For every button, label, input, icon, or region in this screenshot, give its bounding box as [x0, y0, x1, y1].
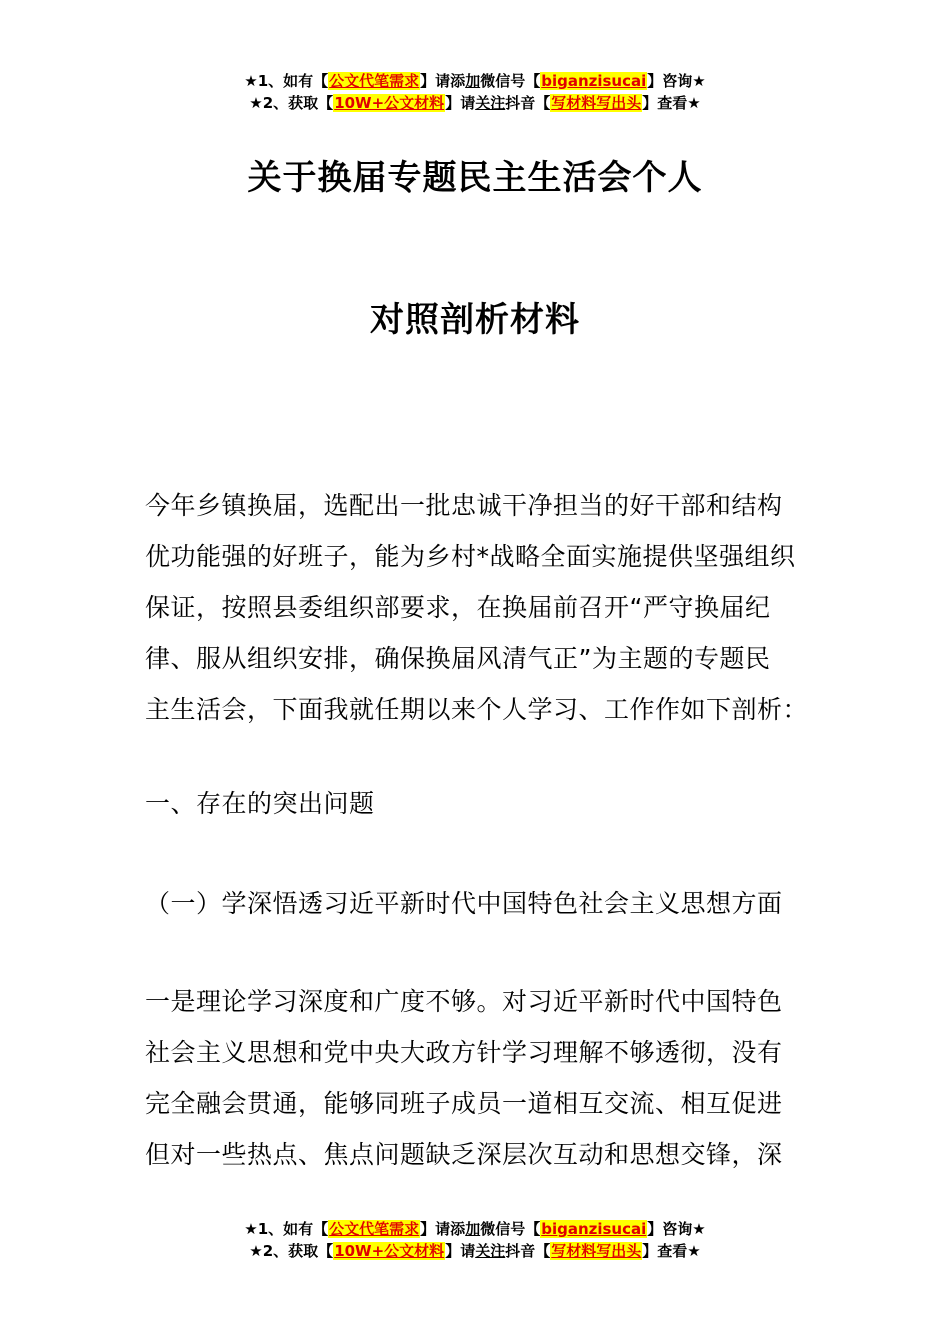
- highlight-douyin: 写材料写出头: [551, 1242, 642, 1260]
- paragraph-line: 保证，按照县委组织部要求，在换届前召开“严守换届纪: [145, 593, 771, 622]
- header-banner: [0, 70, 950, 114]
- banner-text: 】请添: [420, 1220, 466, 1238]
- banner-text-underlined: 关注: [475, 1242, 506, 1260]
- intro-paragraph: [145, 480, 815, 735]
- banner-text: 微信号【: [480, 72, 541, 90]
- highlight-service: 公文代笔需求: [329, 1220, 420, 1238]
- banner-text-underlined: 关注: [475, 94, 506, 112]
- banner-text: ★1、如有【: [244, 72, 329, 90]
- banner-text: 】咨询★: [647, 1220, 706, 1238]
- banner-text: 】查看★: [642, 94, 701, 112]
- highlight-douyin: 写材料写出头: [551, 94, 642, 112]
- highlight-wechat-id: biganzisucai: [541, 1220, 647, 1238]
- banner-text: 】请: [445, 94, 476, 112]
- banner-text: ★2、获取【: [249, 94, 334, 112]
- banner-text: ★2、获取【: [249, 1242, 334, 1260]
- subsection-heading: （一）学深悟透习近平新时代中国特色社会主义思想方面: [145, 889, 783, 918]
- document-title-line-2: 对照剖析材料: [370, 300, 580, 340]
- banner-text: 】咨询★: [647, 72, 706, 90]
- highlight-materials: 10W+公文材料: [334, 94, 445, 112]
- paragraph-line: 社会主义思想和党中央大政方针学习理解不够透彻，没有: [145, 1038, 783, 1067]
- paragraph-line: 今年乡镇换届，选配出一批忠诚干净担当的好干部和结构: [145, 491, 783, 520]
- banner-line-1: [0, 70, 950, 92]
- paragraph-line: 一是理论学习深度和广度不够。对习近平新时代中国特色: [145, 987, 783, 1016]
- banner-text: 抖音【: [505, 1242, 551, 1260]
- section-heading: 一、存在的突出问题: [145, 789, 375, 818]
- banner-text: 抖音【: [505, 94, 551, 112]
- highlight-materials: 10W+公文材料: [334, 1242, 445, 1260]
- banner-line-1: [0, 1218, 950, 1240]
- paragraph-line: 优功能强的好班子，能为乡村*战略全面实施提供坚强组织: [145, 542, 796, 571]
- banner-text: 】请添: [420, 72, 466, 90]
- banner-text-underlined: 加: [465, 72, 481, 90]
- highlight-service: 公文代笔需求: [329, 72, 420, 90]
- banner-text-underlined: 加: [465, 1220, 481, 1238]
- document-title-line-1: 关于换届专题民主生活会个人: [247, 158, 703, 198]
- paragraph-line: 完全融会贯通，能够同班子成员一道相互交流、相互促进: [145, 1089, 783, 1118]
- banner-line-2: [0, 1240, 950, 1262]
- footer-banner: [0, 1218, 950, 1262]
- body-paragraph: [145, 976, 815, 1180]
- banner-text: 】查看★: [642, 1242, 701, 1260]
- highlight-wechat-id: biganzisucai: [541, 72, 647, 90]
- banner-text: 】请: [445, 1242, 476, 1260]
- paragraph-line: 律、服从组织安排，确保换届风清气正”为主题的专题民: [145, 644, 771, 673]
- banner-line-2: [0, 92, 950, 114]
- banner-text: 微信号【: [480, 1220, 541, 1238]
- banner-text: ★1、如有【: [244, 1220, 329, 1238]
- paragraph-line: 主生活会，下面我就任期以来个人学习、工作作如下剖析：: [145, 695, 809, 724]
- paragraph-line: 但对一些热点、焦点问题缺乏深层次互动和思想交锋，深: [145, 1140, 783, 1169]
